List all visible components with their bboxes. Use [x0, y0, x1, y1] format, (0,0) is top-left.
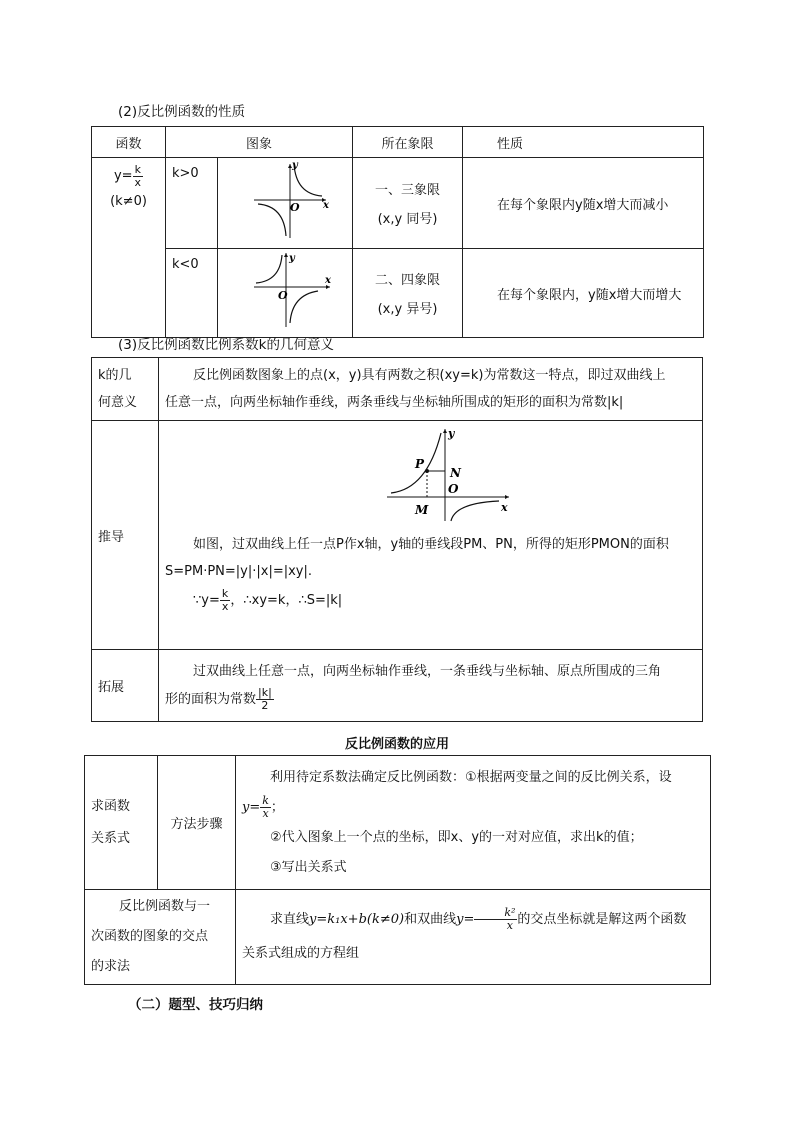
label-x: x	[501, 501, 508, 514]
application-title: 反比例函数的应用	[344, 737, 449, 752]
meaning-label: k的几 何意义	[92, 358, 159, 421]
header-graph: 图象	[166, 127, 353, 158]
row2-quadrant: 二、四象限 (x,y 异号)	[353, 249, 463, 338]
label-n: N	[450, 466, 461, 480]
y-arrow	[284, 253, 288, 257]
footer-heading: （二）题型、技巧归纳	[128, 997, 263, 1013]
row2-cond: k<0	[166, 249, 218, 338]
derive-content	[159, 421, 703, 650]
header-func: 函数	[92, 127, 166, 158]
row1-content: 利用待定系数法确定反比例函数：①根据两变量之间的反比例关系，设 y= $\frac{k}{x}$ ； ②代入图象上一个点的坐标，即x、y的一对对应值，求出k的值； ③写出关系式	[236, 756, 711, 890]
y-arrow	[443, 429, 447, 433]
branch-quadrant-4	[451, 501, 499, 521]
row1-method: 方法步骤	[158, 756, 236, 890]
x-arrow	[505, 495, 509, 499]
label-m: M	[415, 503, 429, 517]
section2-heading: (2)反比例函数的性质	[118, 104, 246, 120]
rectangle-figure	[159, 423, 699, 523]
origin-label: O	[290, 201, 300, 214]
extend-label: 拓展	[92, 650, 159, 722]
x-label: x	[323, 200, 329, 211]
func-formula: y= $\frac{k}{x}$	[113, 163, 142, 189]
row1-property: 在每个象限内y随x增大而减小	[463, 158, 704, 249]
origin-label: O	[278, 289, 288, 302]
row1-quadrant: 一、三象限 (x,y 同号)	[353, 158, 463, 249]
branch-quadrant-2	[256, 255, 282, 283]
properties-table	[91, 126, 704, 338]
row2-label: 反比例函数与一 次函数的图象的交点 的求法	[85, 890, 236, 985]
label-p: P	[415, 457, 425, 471]
graph-kneg	[218, 249, 353, 338]
branch-quadrant-1	[294, 164, 322, 196]
func-condition: (k≠0)	[110, 194, 147, 210]
header-property: 性质	[463, 127, 704, 158]
func-cell	[92, 158, 166, 338]
label-o: O	[448, 482, 459, 496]
y-label: y	[289, 253, 295, 264]
row2-property: 在每个象限内，y随x增大而增大	[463, 249, 704, 338]
row1-cond: k>0	[166, 158, 218, 249]
row2-content: 求直线y=k₁x+b(k≠0)和双曲线y= $\frac{\text{k²}}{x}$ 的交点坐标就是解这两个函数 关系式组成的方程组	[236, 890, 711, 985]
geometry-table	[91, 357, 703, 722]
hyperbola-kneg-graph	[218, 249, 352, 333]
section3-heading: (3)反比例函数比例系数k的几何意义	[118, 337, 334, 353]
extend-text: 过双曲线上任意一点，向两坐标轴作垂线，一条垂线与坐标轴、原点所围成的三角 形的面积为常数 $\frac{|k|}{2}$	[159, 650, 703, 722]
branch-quadrant-3	[258, 204, 286, 236]
meaning-text: 反比例函数图象上的点(x，y)具有两数之积(xy=k)为常数这一特点，即过双曲线上 任意一点，向两坐标轴作垂线，两条垂线与坐标轴所围成的矩形的面积为常数|k|	[159, 358, 703, 421]
derive-since: ∵y= $\frac{k}{x}$ ，∴xy=k，∴S=|k|	[193, 587, 343, 613]
graph-kpos	[218, 158, 353, 249]
x-label: x	[325, 275, 331, 286]
row1-label: 求函数 关系式	[85, 756, 158, 890]
derive-text-1: 如图，过双曲线上任一点P作x轴，y轴的垂线段PM、PN，所得的矩形PMON的面积	[193, 537, 669, 552]
header-quadrant: 所在象限	[353, 127, 463, 158]
y-label: y	[292, 160, 298, 171]
branch-quadrant-4	[290, 291, 318, 323]
derive-text-2: S=PM·PN=|y|·|x|=|xy|.	[165, 564, 312, 579]
hyperbola-kpos-graph	[218, 158, 352, 244]
application-table	[84, 755, 711, 985]
derive-label: 推导	[92, 421, 159, 650]
point-p	[425, 469, 429, 473]
label-y: y	[448, 427, 455, 440]
